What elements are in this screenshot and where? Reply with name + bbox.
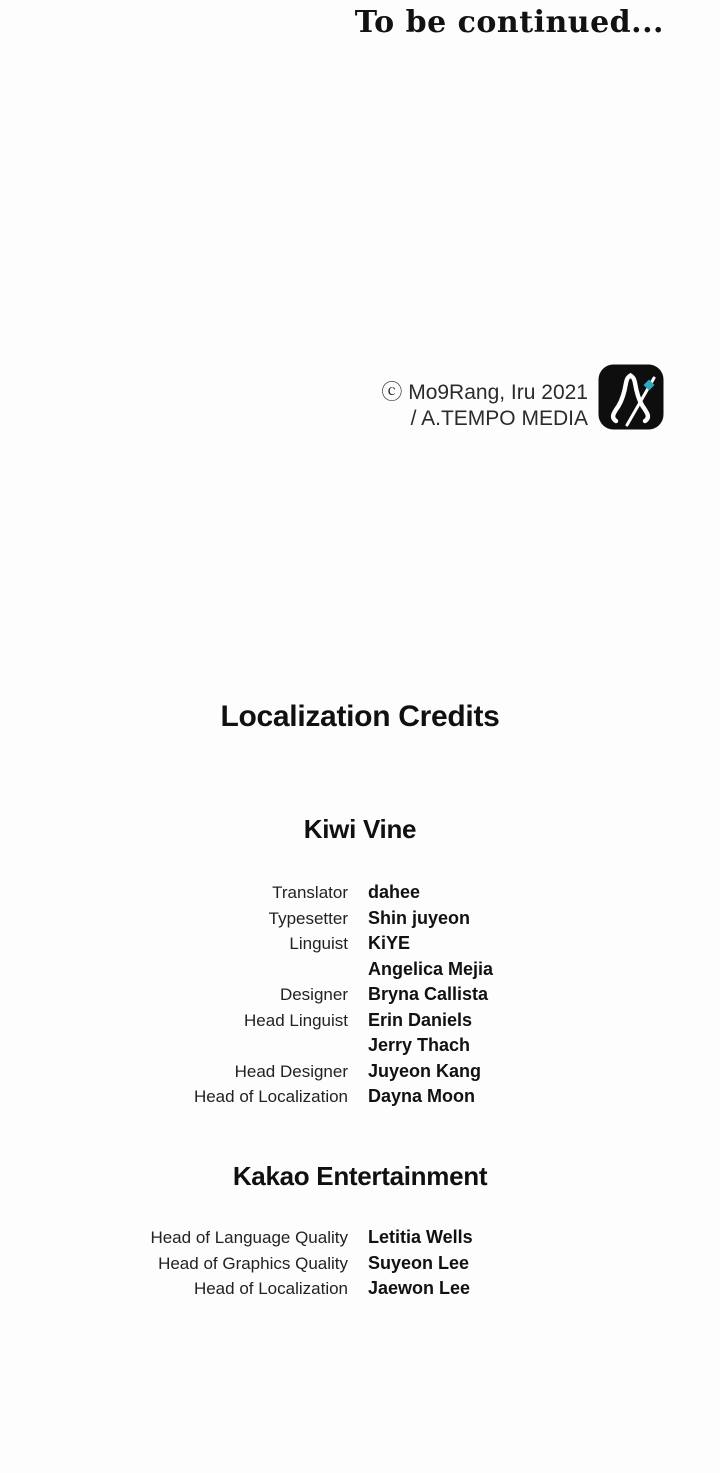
credit-name: Suyeon Lee: [368, 1252, 470, 1273]
credit-name: Bryna Callista: [368, 984, 489, 1004]
credit-role: Linguist: [289, 934, 348, 953]
credit-name: Letitia Wells: [368, 1227, 473, 1247]
kakao-entertainment-credits-list: [0, 1225, 720, 1302]
credit-role: Designer: [279, 985, 348, 1004]
credit-role: Head of Localization: [193, 1279, 348, 1298]
credit-role: Head of Localization: [193, 1087, 348, 1106]
credit-name: Jaewon Lee: [368, 1278, 471, 1298]
credit-role: Translator: [272, 883, 348, 902]
section-title-kiwi-vine: Kiwi Vine: [303, 814, 417, 844]
credit-name: dahee: [368, 882, 421, 902]
credit-name: Erin Daniels: [368, 1009, 473, 1030]
copyright-line-1: ⓒ Mo9Rang, Iru 2021: [381, 381, 588, 404]
credit-role: Typesetter: [268, 908, 348, 928]
credit-role: [0, 1033, 348, 1059]
section-title-kakao-entertainment: Kakao Entertainment: [232, 1161, 488, 1191]
credit-role: Head of Graphics Quality: [158, 1253, 348, 1273]
kiwi-vine-credits-list: [0, 880, 720, 1110]
credit-name: Angelica Mejia: [368, 958, 494, 979]
credit-name: Juyeon Kang: [368, 1060, 482, 1081]
to-be-continued-text: To be continued...: [354, 5, 664, 40]
credit-name: Shin juyeon: [368, 907, 471, 928]
credit-role: Head of Language Quality: [150, 1228, 348, 1247]
copyright-notice: [381, 380, 588, 432]
credit-name: Dayna Moon: [368, 1086, 476, 1106]
credit-role: [0, 957, 348, 983]
localization-credits-title: Localization Credits: [220, 700, 500, 733]
copyright-line-2: / A.TEMPO MEDIA: [410, 407, 588, 430]
credit-role: Head Linguist: [244, 1010, 348, 1030]
credit-name: Jerry Thach: [368, 1035, 471, 1055]
credit-name: KiYE: [368, 933, 411, 953]
atempo-media-logo-icon: [598, 364, 664, 430]
credit-role: Head Designer: [234, 1061, 348, 1081]
